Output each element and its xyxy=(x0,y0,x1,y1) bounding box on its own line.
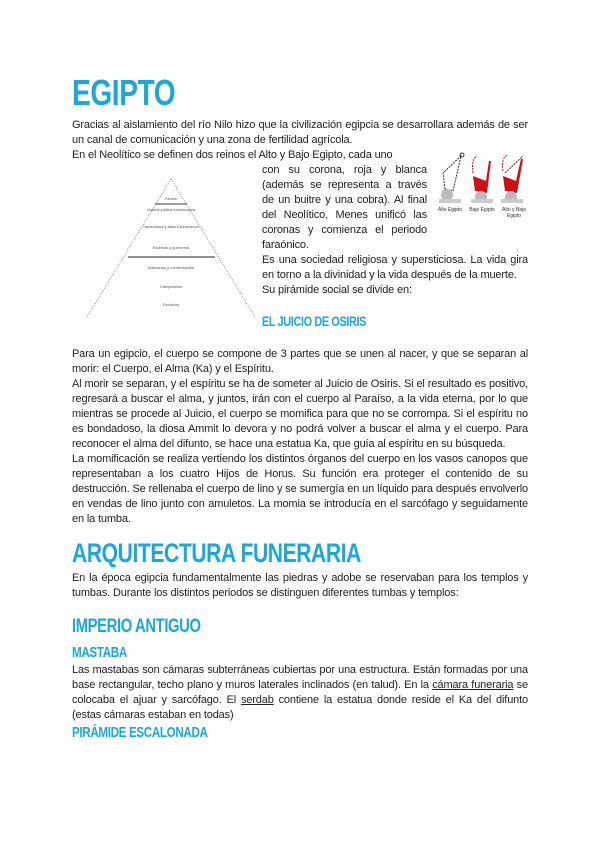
crowns-illustration xyxy=(433,151,528,206)
mastaba-heading: MASTABA xyxy=(72,644,127,661)
camara-funeraria-term: cámara funeraria xyxy=(432,679,514,691)
intro-figure-row xyxy=(72,163,528,341)
intro-paragraph-2-end: las coronas y comienza el periodo faraónico. xyxy=(262,209,427,251)
intro-right-column xyxy=(262,163,528,330)
imperio-antiguo-heading: IMPERIO ANTIGUO xyxy=(72,616,201,637)
osiris-paragraph-2: Al morir se separan, y el espíritu se ha de someter al Juicio de Osiris. Si el resultado es positivo, regresará a buscar el alma, y juntos, irán con el cuerpo al Paraíso, a la vida eterna, por lo que mientras se procede al Juicio, el cuerpo se momifica para que no se corrompa. Si el espíritu no es bondadoso, la diosa Ammit lo devora y no podrá volver a buscar el alma y el cuerpo. Para reconocer el alma del difunto, se hace una estatua Ka, que guía al espíritu en su búsqueda. xyxy=(72,378,528,450)
pyramid-level: Nobles y Altos funcionarios xyxy=(146,207,196,212)
white-crown-icon xyxy=(439,153,464,203)
double-crown-icon xyxy=(501,155,523,203)
piramide-escalonada-heading: PIRÁMIDE ESCALONADA xyxy=(72,724,208,741)
pyramid-level: Artesanos y comerciantes xyxy=(147,265,195,270)
red-crown-icon xyxy=(471,156,493,203)
crowns-figure xyxy=(433,151,528,221)
mastaba-text: Las mastabas son cámaras subterráneas cubiertas por una estructura. Están formadas por una base rectangular, techo plano y muros laterales inclinados (en talud). En la xyxy=(72,664,528,691)
pyramid-level: Escribas y guerreros xyxy=(152,245,190,250)
document-body xyxy=(72,72,528,743)
intro-paragraph-3: Es una sociedad religiosa y supersticiosa. La vida gira en torno a la divinidad y la vida después de la muerte. xyxy=(262,254,528,281)
intro-paragraph-2-wrap: con su corona, roja y blanca (además se representa a través de un buitre y una cobra). Al final del Neolítico, Menes unificó xyxy=(262,164,427,221)
social-pyramid-diagram xyxy=(85,177,257,327)
arquitectura-paragraph: En la época egipcia fundamentalmente las piedras y adobe se reservaban para los templos y tumbas. Durante los distintos periodos se distinguen diferentes tumbas y templos: xyxy=(72,572,528,599)
mastaba-paragraph xyxy=(72,663,528,723)
pyramid-level: Faraón xyxy=(164,196,178,201)
intro-paragraph-4: Su pirámide social se divide en: xyxy=(262,284,412,296)
intro-paragraph-1: Gracias al aislamiento del río Nilo hizo que la civilización egipcia se desarrollara además de ser un canal de comunicación y una zona de fertilidad agrícola. xyxy=(72,119,528,146)
serdab-term: serdab xyxy=(240,694,274,706)
crown-label: Alto y Bajo Egipto xyxy=(502,207,526,219)
page-title: EGIPTO xyxy=(72,72,176,113)
mastaba-text: contiene la estatua donde reside el Ka del difunto (estas cámaras estaban en todas) xyxy=(72,694,529,721)
crown-label: Alto Egipto xyxy=(437,207,463,213)
mastaba-text: se colocaba el ajuar y sarcófago. El xyxy=(72,679,528,706)
osiris-paragraph-3: La momificación se realiza vertiendo los distintos órganos del cuerpo en los vasos canopos que representaban a los cuatro Hijos de Horus. Su función era proteger el contenido de su destrucción. Se rellenaba el cuerpo de lino y se sumergía en un líquido para después envolverlo en vendas de lino junto con amuletos. La momia se introducía en el sarcófago y seguidamente en la tumba. xyxy=(72,453,528,525)
pyramid-level: Campesinos xyxy=(159,284,183,289)
arquitectura-heading: ARQUITECTURA FUNERARIA xyxy=(72,538,361,568)
pyramid-level: Sacerdotes y altos funcionarios xyxy=(143,224,199,229)
osiris-heading: EL JUICIO DE OSIRIS xyxy=(262,313,367,329)
osiris-paragraph-1: Para un egipcio, el cuerpo se compone de 3 partes que se unen al nacer, y que se separan al morir: el Cuerpo, el Alma (Ka) y el Espíritu. xyxy=(72,348,528,375)
crown-label: Bajo Egipto xyxy=(469,207,495,213)
pyramid-level: Esclavos xyxy=(162,302,179,307)
intro-paragraph-2-line1: En el Neolítico se definen dos reinos el Alto y Bajo Egipto, cada uno xyxy=(72,149,393,161)
